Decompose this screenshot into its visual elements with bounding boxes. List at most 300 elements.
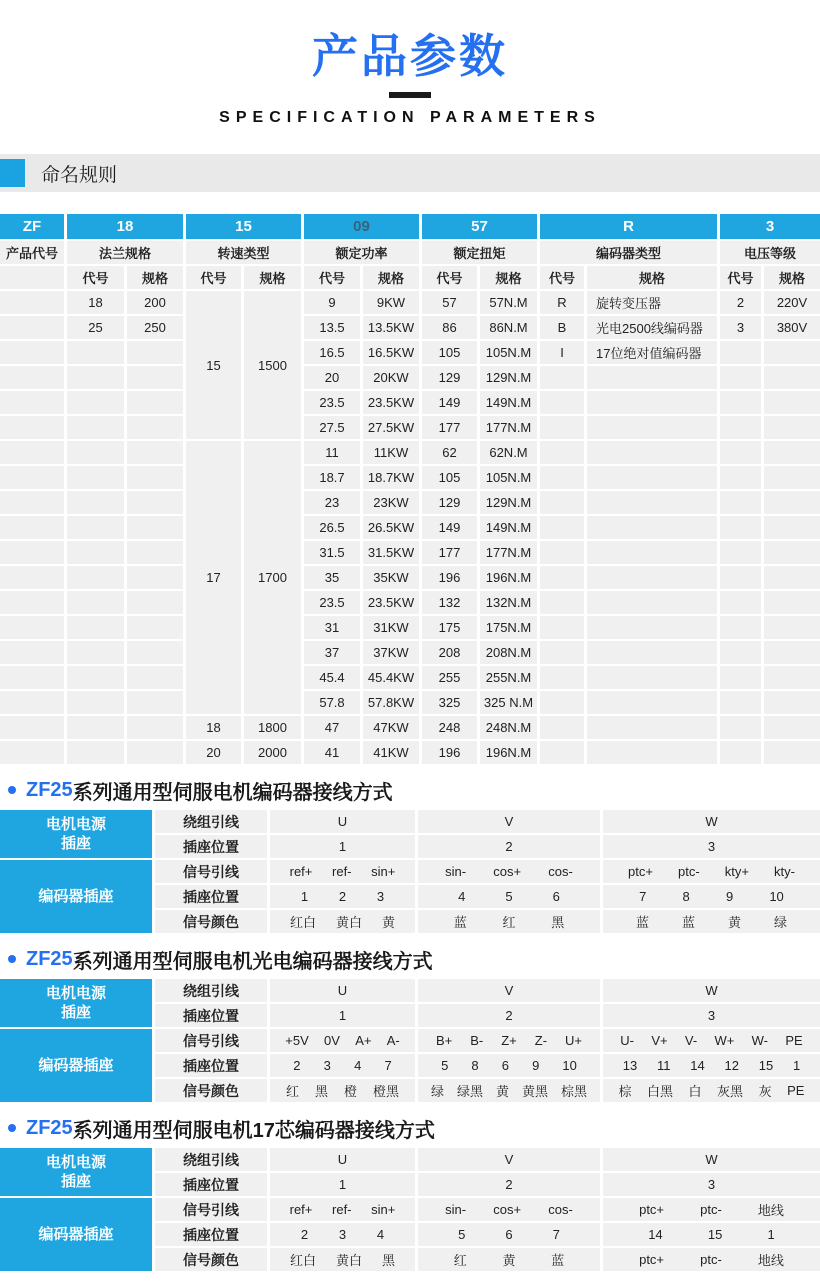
empty-cell [0, 366, 64, 389]
cell-torque-code: 149 [422, 516, 477, 539]
table-row [0, 541, 820, 564]
sub-code-label: 代号 [304, 266, 360, 289]
empty-cell [67, 466, 124, 489]
cell-torque-spec: 132N.M [480, 591, 537, 614]
signal-color-label: 信号颜色 [155, 910, 267, 933]
list-value: ptc+ [639, 1202, 665, 1217]
cell-torque-spec: 177N.M [480, 416, 537, 439]
signal-color-label: 信号颜色 [155, 1079, 267, 1102]
list-value: 13 [622, 1058, 638, 1073]
empty-cell [127, 691, 183, 714]
cell-encoder-code: B [540, 316, 584, 339]
position-w: 3 [603, 1173, 820, 1196]
wiring-section-title-3 [0, 1116, 820, 1140]
cell-encoder-code: I [540, 341, 584, 364]
section-marker-icon [0, 159, 25, 187]
empty-cell [127, 741, 183, 764]
list-value: 红 [502, 915, 516, 930]
cell-voltage-code: 2 [720, 291, 761, 314]
cell-voltage-spec: 220V [764, 291, 820, 314]
list-value: 橙 [343, 1084, 357, 1099]
empty-cell [67, 416, 124, 439]
power-plug-line1: 电机电源 [45, 816, 106, 833]
cell-power-code: 23.5 [304, 391, 360, 414]
empty-cell [587, 741, 717, 764]
list-value: 14 [648, 1227, 663, 1242]
cell-power-code: 35 [304, 566, 360, 589]
position-w: 3 [603, 835, 820, 858]
cell-torque-spec: 255N.M [480, 666, 537, 689]
winding-w: W [603, 979, 820, 1002]
empty-cell [0, 716, 64, 739]
table-row [0, 979, 820, 1002]
signal-position-label: 插座位置 [155, 1223, 267, 1246]
cell-power-spec: 23.5KW [363, 591, 419, 614]
empty-cell [67, 691, 124, 714]
empty-cell [0, 391, 64, 414]
title-block [0, 0, 820, 128]
list-value: 2 [300, 1227, 309, 1242]
cell-torque-spec: 149N.M [480, 516, 537, 539]
empty-cell [540, 591, 584, 614]
signal-color-zone-w [603, 910, 820, 933]
list-value: kty- [773, 864, 795, 879]
winding-w: W [603, 1148, 820, 1171]
winding-v: V [418, 810, 600, 833]
list-value: 14 [690, 1058, 705, 1073]
signal-zone-u [270, 860, 415, 883]
empty-cell [587, 391, 717, 414]
list-value: 4 [458, 889, 466, 904]
empty-cell [0, 591, 64, 614]
cell-torque-spec: 196N.M [480, 741, 537, 764]
signal-zone-w [603, 1029, 820, 1052]
table-row [0, 810, 820, 833]
cell-power-spec: 31KW [363, 616, 419, 639]
empty-cell [720, 616, 761, 639]
signal-label: 信号引线 [155, 860, 267, 883]
bullet-icon [8, 1124, 16, 1132]
list-value: 黑 [551, 915, 565, 930]
group-header-row [0, 241, 820, 264]
list-value: ptc- [700, 1252, 722, 1267]
empty-cell [764, 741, 820, 764]
cell-torque-code: 62 [422, 441, 477, 464]
list-value: 1 [792, 1058, 801, 1073]
signal-position-label: 插座位置 [155, 885, 267, 908]
empty-cell [540, 416, 584, 439]
list-value: 5 [441, 1058, 449, 1073]
empty-cell [540, 466, 584, 489]
empty-cell [540, 616, 584, 639]
power-plug-line2: 插座 [60, 1173, 91, 1190]
cell-voltage-code: 3 [720, 316, 761, 339]
list-value: cos- [548, 864, 573, 879]
signal-color-zone-v [418, 1248, 600, 1271]
list-value: 7 [552, 1227, 560, 1242]
list-value: 10 [562, 1058, 577, 1073]
cell-power-code: 18.7 [304, 466, 360, 489]
empty-cell [67, 616, 124, 639]
empty-cell [720, 391, 761, 414]
table-row [0, 341, 820, 364]
list-value: 黄黑 [521, 1084, 548, 1099]
list-value: 5 [505, 889, 513, 904]
empty-cell [67, 741, 124, 764]
power-plug-line1: 电机电源 [45, 985, 106, 1002]
cell-power-spec: 9KW [363, 291, 419, 314]
cell-flange-spec: 200 [127, 291, 183, 314]
position-v: 2 [418, 1004, 600, 1027]
list-value: 0V [324, 1033, 340, 1048]
empty-cell [0, 316, 64, 339]
bullet-icon [8, 786, 16, 794]
list-value: 红白 [289, 1253, 316, 1268]
cell-power-spec: 23.5KW [363, 391, 419, 414]
empty-cell [720, 716, 761, 739]
list-value: 9 [725, 889, 734, 904]
signal-color-zone-u [270, 910, 415, 933]
list-value: 地线 [757, 1203, 784, 1218]
list-value: 地线 [757, 1253, 784, 1268]
empty-cell [587, 491, 717, 514]
position-u: 1 [270, 1173, 415, 1196]
cell-speed-code: 20 [186, 741, 241, 764]
empty-cell [764, 591, 820, 614]
cell-power-code: 27.5 [304, 416, 360, 439]
table-row [0, 416, 820, 439]
cell-torque-code: 149 [422, 391, 477, 414]
list-value: 1 [300, 889, 309, 904]
empty-cell [587, 691, 717, 714]
list-value: 黄 [502, 1253, 516, 1268]
table-row [0, 566, 820, 589]
signal-position-zone-u [270, 885, 415, 908]
group-product: 产品代号 [0, 241, 64, 264]
empty-cell [127, 341, 183, 364]
encoder-plug-header: 编码器插座 [0, 1029, 152, 1102]
empty-cell [127, 441, 183, 464]
list-value: B+ [435, 1033, 453, 1048]
cell-torque-spec: 57N.M [480, 291, 537, 314]
cell-torque-spec: 177N.M [480, 541, 537, 564]
signal-position-zone-v [418, 1223, 600, 1246]
cell-power-code: 31.5 [304, 541, 360, 564]
list-value: 9 [532, 1058, 540, 1073]
signal-zone-w [603, 860, 820, 883]
empty-cell [720, 741, 761, 764]
list-value: ptc+ [639, 1252, 665, 1267]
empty-cell [67, 641, 124, 664]
list-value: 红 [453, 1253, 467, 1268]
code-product: ZF [0, 214, 64, 239]
cell-power-code: 37 [304, 641, 360, 664]
table-row [0, 316, 820, 339]
naming-rule-table [0, 212, 820, 766]
list-value: 蓝 [681, 915, 695, 930]
table-row [0, 391, 820, 414]
empty-cell [764, 416, 820, 439]
signal-zone-v [418, 1198, 600, 1221]
empty-cell [720, 566, 761, 589]
signal-zone-u [270, 1029, 415, 1052]
cell-power-spec: 23KW [363, 491, 419, 514]
signal-color-label: 信号颜色 [155, 1248, 267, 1271]
cell-torque-spec: 129N.M [480, 491, 537, 514]
signal-color-zone-v [418, 910, 600, 933]
table-row [0, 860, 820, 883]
empty-cell [764, 441, 820, 464]
cell-power-code: 23.5 [304, 591, 360, 614]
cell-power-spec: 11KW [363, 441, 419, 464]
encoder-plug-header: 编码器插座 [0, 1198, 152, 1271]
cell-speed-spec: 2000 [244, 741, 301, 764]
list-value: A+ [355, 1033, 372, 1048]
list-value: Z+ [501, 1033, 517, 1048]
cell-power-code: 57.8 [304, 691, 360, 714]
empty-cell [0, 516, 64, 539]
empty-cell [0, 341, 64, 364]
signal-zone-u [270, 1198, 415, 1221]
list-value: A- [386, 1033, 400, 1048]
empty-cell [764, 666, 820, 689]
list-value: cos+ [493, 1202, 522, 1217]
cell-power-code: 47 [304, 716, 360, 739]
empty-cell [764, 566, 820, 589]
empty-cell [720, 366, 761, 389]
list-value: 15 [758, 1058, 774, 1073]
empty-cell [764, 541, 820, 564]
sub-spec-label: 规格 [587, 266, 717, 289]
empty-cell [720, 641, 761, 664]
empty-cell [720, 466, 761, 489]
empty-cell [540, 541, 584, 564]
empty-cell [540, 441, 584, 464]
empty-cell [67, 491, 124, 514]
cell-torque-spec: 62N.M [480, 441, 537, 464]
empty-cell [720, 591, 761, 614]
table-row [0, 1198, 820, 1221]
list-value: 3 [323, 1058, 331, 1073]
list-value: 6 [505, 1227, 513, 1242]
bullet-icon [8, 955, 16, 963]
signal-position-zone-w [603, 885, 820, 908]
signal-label: 信号引线 [155, 1198, 267, 1221]
cell-torque-spec: 208N.M [480, 641, 537, 664]
sub-spec-label: 规格 [764, 266, 820, 289]
code-voltage: 3 [720, 214, 820, 239]
cell-torque-code: 129 [422, 491, 477, 514]
cell-power-spec: 47KW [363, 716, 419, 739]
table-row [0, 641, 820, 664]
empty-cell [127, 641, 183, 664]
empty-cell [0, 691, 64, 714]
cell-power-spec: 27.5KW [363, 416, 419, 439]
empty-cell [0, 741, 64, 764]
cell-torque-code: 177 [422, 416, 477, 439]
empty-cell [127, 491, 183, 514]
signal-color-zone-u [270, 1248, 415, 1271]
position-label: 插座位置 [155, 835, 267, 858]
empty-cell [0, 466, 64, 489]
list-value: 绿 [430, 1084, 444, 1099]
list-value: 黄 [381, 915, 395, 930]
list-value: 灰黑 [717, 1084, 744, 1099]
cell-power-spec: 57.8KW [363, 691, 419, 714]
group-power: 额定功率 [304, 241, 419, 264]
cell-torque-spec: 105N.M [480, 466, 537, 489]
list-value: 绿黑 [456, 1084, 483, 1099]
cell-torque-code: 129 [422, 366, 477, 389]
list-value: 蓝 [551, 1253, 565, 1268]
signal-position-zone-w [603, 1223, 820, 1246]
table-row [0, 666, 820, 689]
cell-torque-code: 248 [422, 716, 477, 739]
cell-torque-code: 86 [422, 316, 477, 339]
wiring-section-title-2 [0, 947, 820, 971]
list-value: 灰 [758, 1084, 772, 1099]
group-flange: 法兰规格 [67, 241, 183, 264]
list-value: 10 [769, 889, 784, 904]
cell-power-code: 41 [304, 741, 360, 764]
sub-code-label: 代号 [720, 266, 761, 289]
signal-color-zone-u [270, 1079, 415, 1102]
cell-encoder-spec: 光电2500线编码器 [587, 316, 717, 339]
list-value: ref- [332, 864, 352, 879]
cell-power-spec: 35KW [363, 566, 419, 589]
cell-power-spec: 18.7KW [363, 466, 419, 489]
list-value: 黑 [381, 1253, 395, 1268]
table-row [0, 591, 820, 614]
empty-cell [0, 616, 64, 639]
empty-cell [764, 516, 820, 539]
list-value: 6 [552, 889, 560, 904]
code-torque: 57 [422, 214, 537, 239]
cell-power-spec: 13.5KW [363, 316, 419, 339]
list-value: 11 [657, 1058, 671, 1073]
empty-cell [764, 641, 820, 664]
code-speed: 15 [186, 214, 301, 239]
signal-position-zone-u [270, 1223, 415, 1246]
signal-color-zone-w [603, 1079, 820, 1102]
list-value: 6 [501, 1058, 509, 1073]
empty-cell [720, 516, 761, 539]
sub-code-label: 代号 [67, 266, 124, 289]
list-value: Z- [534, 1033, 548, 1048]
empty-cell [540, 641, 584, 664]
cell-power-code: 9 [304, 291, 360, 314]
table-row [0, 366, 820, 389]
cell-torque-code: 57 [422, 291, 477, 314]
cell-torque-spec: 175N.M [480, 616, 537, 639]
cell-speed-code: 15 [186, 291, 241, 439]
winding-u: U [270, 810, 415, 833]
cell-power-spec: 16.5KW [363, 341, 419, 364]
empty-cell [587, 591, 717, 614]
cell-power-code: 45.4 [304, 666, 360, 689]
winding-label: 绕组引线 [155, 810, 267, 833]
list-value: 12 [724, 1058, 739, 1073]
signal-position-zone-w [603, 1054, 820, 1077]
empty-cell [764, 341, 820, 364]
empty-cell [67, 516, 124, 539]
code-power: 09 [304, 214, 419, 239]
empty-cell [587, 641, 717, 664]
empty-cell [540, 391, 584, 414]
power-plug-header [0, 810, 152, 858]
list-value: 3 [338, 1227, 347, 1242]
encoder-plug-header: 编码器插座 [0, 860, 152, 933]
signal-position-zone-u [270, 1054, 415, 1077]
list-value: ptc- [700, 1202, 722, 1217]
list-value: ptc- [678, 864, 700, 879]
empty-cell [764, 391, 820, 414]
table-row [0, 616, 820, 639]
list-value: 2 [338, 889, 347, 904]
cell-torque-spec: 325 N.M [480, 691, 537, 714]
list-value: sin- [445, 1202, 467, 1217]
empty-cell [127, 541, 183, 564]
cell-speed-code: 17 [186, 441, 241, 714]
list-value: 黄 [727, 915, 741, 930]
signal-color-zone-w [603, 1248, 820, 1271]
empty-cell [540, 666, 584, 689]
cell-encoder-code: R [540, 291, 584, 314]
list-value: 白黑 [647, 1084, 674, 1099]
table-row [0, 691, 820, 714]
cell-torque-spec: 129N.M [480, 366, 537, 389]
position-v: 2 [418, 1173, 600, 1196]
wiring-table-3 [0, 1146, 820, 1273]
empty-cell [720, 441, 761, 464]
cell-power-spec: 37KW [363, 641, 419, 664]
power-plug-line1: 电机电源 [45, 1154, 106, 1171]
cell-power-code: 16.5 [304, 341, 360, 364]
empty-cell [540, 491, 584, 514]
list-value: B- [470, 1033, 484, 1048]
list-value: 棕黑 [560, 1084, 587, 1099]
empty-cell [540, 566, 584, 589]
cell-torque-code: 105 [422, 466, 477, 489]
section-title-text: 系列通用型伺服电机光电编码器接线方式 [72, 950, 433, 973]
empty-cell [127, 616, 183, 639]
list-value: 黄白 [335, 1253, 362, 1268]
cell-encoder-spec: 旋转变压器 [587, 291, 717, 314]
code-flange: 18 [67, 214, 183, 239]
page-subtitle: SPECIFICATION PARAMETERS [219, 109, 601, 126]
table-row [0, 441, 820, 464]
empty-cell [764, 716, 820, 739]
cell-power-spec: 45.4KW [363, 666, 419, 689]
cell-torque-code: 132 [422, 591, 477, 614]
winding-w: W [603, 810, 820, 833]
list-value: W+ [714, 1033, 735, 1048]
list-value: +5V [285, 1033, 309, 1048]
empty-cell [720, 416, 761, 439]
position-v: 2 [418, 835, 600, 858]
list-value: U- [620, 1033, 635, 1048]
page-title: 产品参数 [312, 30, 508, 82]
list-value: 5 [458, 1227, 466, 1242]
naming-rule-section-bar [0, 154, 820, 192]
signal-position-label: 插座位置 [155, 1054, 267, 1077]
winding-v: V [418, 1148, 600, 1171]
cell-torque-spec: 105N.M [480, 341, 537, 364]
list-value: PE [785, 1033, 803, 1048]
list-value: W- [751, 1033, 769, 1048]
empty-cell [67, 366, 124, 389]
list-value: 黄 [495, 1084, 509, 1099]
